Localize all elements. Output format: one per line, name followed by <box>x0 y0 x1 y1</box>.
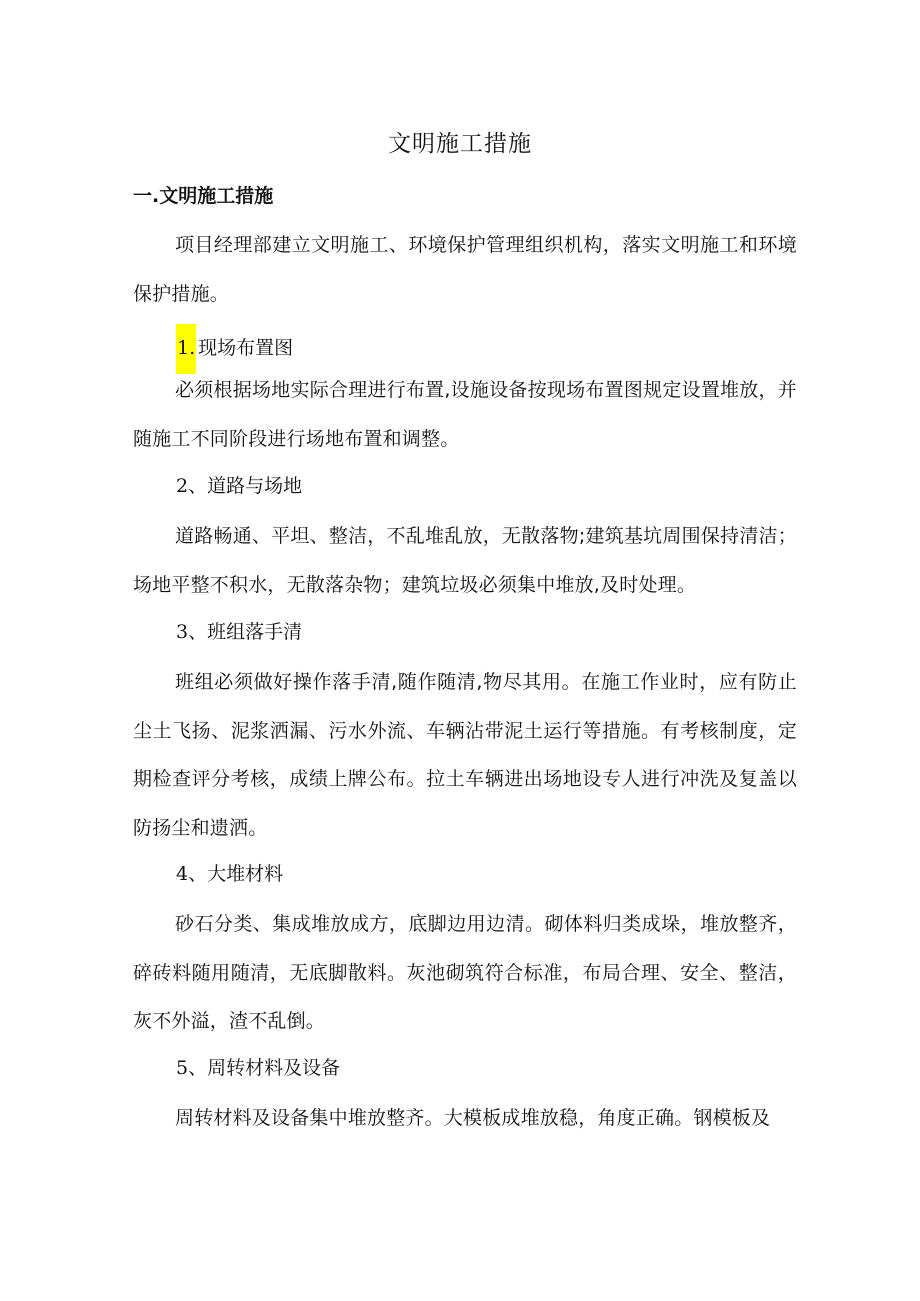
item-3-number: 3、 <box>176 621 208 643</box>
item-4-title: 大堆材料 <box>207 863 284 885</box>
page-title: 文明施工措施 <box>388 131 532 157</box>
item-2-title: 道路与场地 <box>207 475 303 497</box>
item-1-body: 必须根据场地实际合理进行布置,设施设备按现场布置图规定设置堆放，并随施工不同阶段进行场地布置和调整。 <box>133 379 797 450</box>
item-5-number: 5、 <box>176 1057 208 1079</box>
item-2-number: 2、 <box>176 475 208 497</box>
item-4-number: 4、 <box>176 863 208 885</box>
item-2-heading <box>176 470 302 502</box>
item-5-title: 周转材料及设备 <box>207 1057 341 1079</box>
section-heading: 一.文明施工措施 <box>133 185 274 207</box>
item-3-body: 班组必须做好操作落手清,随作随清,物尽其用。在施工作业时，应有防止尘土飞扬、泥浆洒漏、污水外流、车辆沾带泥土运行等措施。有考核制度，定期检查评分考核，成绩上牌公布。拉土车辆进出场地设专人进行冲洗及复盖以防扬尘和遗洒。 <box>133 671 797 839</box>
item-1-number: 1. <box>176 324 196 374</box>
item-4-heading <box>176 858 283 890</box>
item-3-title: 班组落手清 <box>207 621 303 643</box>
item-1-title: 现场布置图 <box>198 337 294 359</box>
item-4-body: 砂石分类、集成堆放成方，底脚边用边清。砌体料归类成垛，堆放整齐，碎砖料随用随清，无底脚散料。灰池砌筑符合标准，布局合理、安全、整洁，灰不外溢，渣不乱倒。 <box>133 913 797 1032</box>
item-3-heading <box>176 616 302 648</box>
item-5-heading <box>176 1052 340 1084</box>
item-5-body: 周转材料及设备集中堆放整齐。大模板成堆放稳，角度正确。钢模板及 <box>175 1107 771 1129</box>
item-2-body: 道路畅通、平坦、整洁，不乱堆乱放，无散落物;建筑基坑周围保持清洁；场地平整不积水，无散落杂物；建筑垃圾必须集中堆放,及时处理。 <box>133 525 797 596</box>
intro-paragraph: 项目经理部建立文明施工、环境保护管理组织机构，落实文明施工和环境保护措施。 <box>133 234 797 305</box>
